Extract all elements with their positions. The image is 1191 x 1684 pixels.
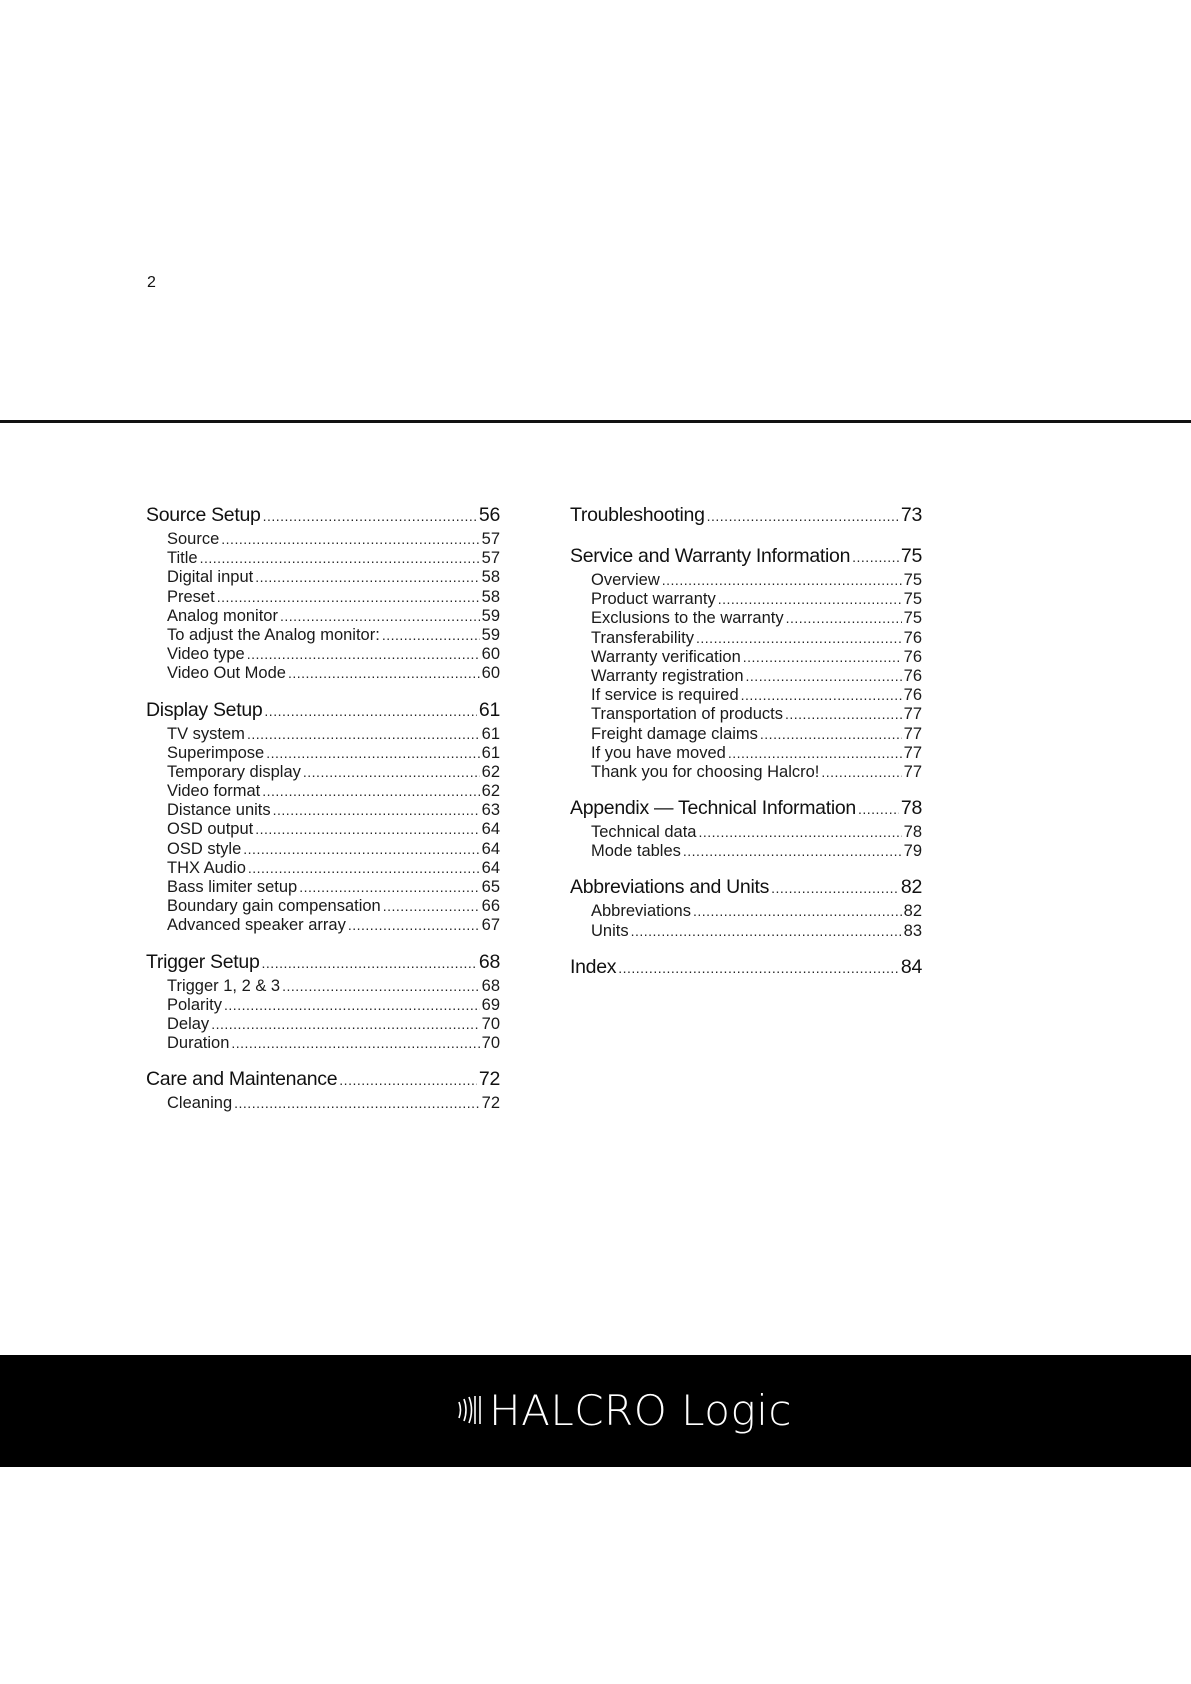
toc-item-page: 76	[903, 628, 922, 647]
toc-item-label: TV system	[167, 724, 245, 743]
toc-item-label: Overview	[591, 571, 660, 589]
toc-item-page: 77	[903, 743, 922, 762]
toc-item-page: 69	[481, 995, 500, 1014]
toc-heading-label: Troubleshooting	[570, 504, 705, 526]
toc-item	[146, 588, 500, 607]
toc-heading-label: Index	[570, 955, 617, 978]
toc-item-page: 75	[903, 590, 922, 609]
toc-item	[146, 549, 500, 568]
toc-item-page: 76	[903, 666, 922, 685]
dot-leader	[263, 501, 477, 531]
dot-leader	[382, 626, 480, 645]
dot-leader	[264, 696, 476, 726]
dot-leader	[852, 542, 899, 572]
toc-item-label: Mode tables	[591, 842, 681, 861]
toc-item	[146, 626, 500, 645]
toc-item	[146, 530, 500, 549]
dot-leader	[280, 607, 480, 626]
toc-item	[146, 1034, 500, 1053]
toc-item	[146, 916, 500, 935]
toc-item-label: Delay	[167, 1014, 210, 1033]
toc-item	[146, 840, 500, 859]
toc-item	[146, 1094, 500, 1113]
toc-section	[570, 793, 922, 861]
toc-item-page: 77	[903, 724, 922, 743]
toc-item-label: Analog monitor	[167, 606, 278, 625]
toc-heading-label: Display Setup	[146, 698, 263, 721]
dot-leader	[288, 664, 480, 683]
toc-item-label: Polarity	[167, 995, 223, 1014]
dot-leader	[662, 571, 902, 590]
toc-item-page: 75	[903, 609, 922, 628]
toc-item	[570, 744, 922, 763]
toc-heading-label: Abbreviations and Units	[570, 876, 770, 899]
dot-leader	[741, 686, 902, 705]
toc-item-label: OSD style	[167, 839, 242, 858]
toc-item-page: 76	[903, 647, 922, 666]
dot-leader	[821, 763, 901, 782]
toc-section	[570, 872, 922, 940]
toc-item	[570, 571, 922, 590]
dot-leader	[282, 977, 480, 996]
toc-heading-label: Trigger Setup	[146, 950, 260, 973]
toc-item-label: Title	[167, 549, 198, 568]
toc-item-page: 66	[481, 897, 500, 916]
toc-item-label: Warranty verification	[591, 647, 741, 666]
toc-item-label: Temporary display	[167, 762, 301, 781]
toc-item-page: 60	[481, 645, 500, 664]
dot-leader	[234, 1094, 480, 1113]
toc-item	[146, 801, 500, 820]
toc-heading	[570, 500, 922, 530]
toc-item	[146, 996, 500, 1015]
dot-leader	[699, 823, 902, 842]
toc-heading-page: 84	[900, 955, 922, 978]
toc-item-page: 59	[481, 625, 500, 644]
toc-item-page: 79	[903, 842, 922, 861]
dot-leader	[718, 590, 902, 609]
dot-leader	[618, 953, 899, 983]
dot-leader	[785, 705, 902, 724]
toc-item	[146, 1015, 500, 1034]
toc-item	[570, 629, 922, 648]
toc-item-page: 70	[481, 1014, 500, 1033]
toc-item-page: 59	[481, 606, 500, 625]
toc-heading-page: 72	[478, 1068, 500, 1091]
toc-item-page: 63	[481, 801, 500, 820]
toc-item-page: 61	[481, 724, 500, 743]
toc-item	[570, 842, 922, 861]
toc-heading	[570, 541, 922, 571]
dot-leader	[383, 897, 480, 916]
toc-heading	[570, 872, 922, 902]
toc-heading	[570, 793, 922, 823]
toc-item-page: 67	[481, 916, 500, 935]
toc-item-label: Advanced speaker array	[167, 916, 346, 935]
dot-leader	[273, 801, 480, 820]
toc-item	[146, 763, 500, 782]
dot-leader	[746, 667, 902, 686]
toc-item-page: 64	[481, 839, 500, 858]
toc-heading-label: Source Setup	[146, 504, 261, 526]
dot-leader	[348, 916, 480, 935]
toc-item-label: Abbreviations	[591, 902, 691, 921]
toc-item	[570, 705, 922, 724]
dot-leader	[728, 744, 902, 763]
toc-item-page: 57	[481, 530, 500, 548]
toc-section	[570, 952, 922, 982]
toc-item	[146, 744, 500, 763]
toc-item	[570, 725, 922, 744]
brand-name: HALCRO Logic	[489, 1385, 792, 1435]
dot-leader	[255, 568, 479, 587]
toc-item-label: Source	[167, 530, 220, 548]
toc-section	[146, 695, 500, 936]
dot-leader	[255, 820, 479, 839]
toc-item-label: Video type	[167, 645, 245, 664]
toc-item	[570, 686, 922, 705]
toc-item	[570, 667, 922, 686]
dot-leader	[743, 648, 902, 667]
toc-item	[570, 763, 922, 782]
dot-leader	[760, 725, 902, 744]
toc-item-label: Video format	[167, 782, 261, 801]
toc-item-page: 82	[903, 902, 922, 921]
toc-item-label: Freight damage claims	[591, 724, 758, 743]
toc-item-page: 64	[481, 858, 500, 877]
toc-item-label: Boundary gain compensation	[167, 897, 381, 916]
toc-item-page: 61	[481, 743, 500, 762]
toc-item	[146, 664, 500, 683]
toc-item-page: 58	[481, 587, 500, 606]
toc-item-label: Cleaning	[167, 1094, 233, 1113]
dot-leader	[217, 588, 480, 607]
toc-heading	[146, 500, 500, 530]
toc-column-right	[570, 500, 922, 993]
toc-item-page: 58	[481, 568, 500, 587]
toc-item	[570, 902, 922, 921]
toc-item-label: Technical data	[591, 823, 697, 842]
toc-column-left	[146, 500, 500, 1125]
dot-leader	[693, 902, 902, 921]
toc-heading-page: 61	[478, 698, 500, 721]
toc-item-label: Warranty registration	[591, 666, 744, 685]
toc-item-page: 62	[481, 762, 500, 781]
dot-leader	[248, 859, 480, 878]
brand-logo	[457, 1380, 792, 1440]
toc-item-label: OSD output	[167, 820, 254, 839]
dot-leader	[707, 501, 899, 531]
toc-item-label: If service is required	[591, 686, 739, 705]
toc-item-label: Units	[591, 921, 629, 940]
toc-item-page: 75	[903, 571, 922, 589]
toc-item	[570, 648, 922, 667]
toc-item-page: 64	[481, 820, 500, 839]
toc-heading	[146, 695, 500, 725]
toc-item-page: 65	[481, 878, 500, 896]
toc-section	[146, 1064, 500, 1113]
toc-item-page: 77	[903, 762, 922, 781]
toc-item-label: Distance units	[167, 801, 271, 820]
dot-leader	[299, 878, 479, 897]
toc-section	[570, 541, 922, 782]
toc-item	[146, 897, 500, 916]
toc-heading-page: 82	[900, 876, 922, 899]
toc-item-page: 78	[903, 823, 922, 842]
toc-item	[146, 820, 500, 839]
toc-heading	[146, 1064, 500, 1094]
dot-leader	[224, 996, 480, 1015]
header-rule	[0, 420, 1191, 423]
toc-item-label: Trigger 1, 2 & 3	[167, 976, 281, 995]
toc-item-label: Transportation of products	[591, 705, 783, 724]
dot-leader	[266, 744, 479, 763]
page-number: 2	[147, 274, 156, 291]
toc-heading-label: Appendix — Technical Information	[570, 797, 856, 820]
dot-leader	[696, 629, 902, 648]
toc-heading-page: 73	[900, 504, 922, 526]
toc-item-label: Product warranty	[591, 590, 716, 609]
halcro-waves-icon	[457, 1393, 487, 1427]
toc-item-page: 72	[481, 1094, 500, 1113]
toc-item-label: Superimpose	[167, 743, 265, 762]
dot-leader	[231, 1034, 479, 1053]
toc-item	[146, 607, 500, 626]
toc-item	[146, 878, 500, 897]
toc-item-page: 70	[481, 1034, 500, 1053]
dot-leader	[771, 873, 899, 903]
toc-heading-page: 75	[900, 545, 922, 567]
toc-item	[146, 977, 500, 996]
toc-item-label: To adjust the Analog monitor:	[167, 625, 380, 644]
toc-item-label: Digital input	[167, 568, 254, 587]
toc-heading	[570, 952, 922, 982]
toc-heading-page: 68	[478, 950, 500, 973]
toc-item-page: 60	[481, 664, 500, 683]
toc-item-label: Bass limiter setup	[167, 878, 298, 896]
toc-item	[570, 823, 922, 842]
dot-leader	[631, 922, 902, 941]
dot-leader	[683, 842, 902, 861]
toc-heading-page: 56	[478, 504, 500, 526]
dot-leader	[262, 948, 477, 978]
toc-section	[146, 947, 500, 1054]
toc-item	[146, 725, 500, 744]
toc-item	[570, 590, 922, 609]
toc-item-label: Duration	[167, 1034, 230, 1053]
toc-item-label: If you have moved	[591, 743, 726, 762]
toc-item-label: Transferability	[591, 628, 695, 647]
toc-heading	[146, 947, 500, 977]
toc-item	[146, 782, 500, 801]
toc-item	[146, 645, 500, 664]
dot-leader	[247, 645, 480, 664]
toc-item-label: Video Out Mode	[167, 664, 286, 683]
toc-item-page: 83	[903, 921, 922, 940]
toc-item	[146, 568, 500, 587]
toc-item-page: 57	[481, 549, 500, 568]
dot-leader	[243, 840, 479, 859]
toc-item	[570, 922, 922, 941]
toc-item	[146, 859, 500, 878]
toc-item-label: Thank you for choosing Halcro!	[591, 762, 820, 781]
dot-leader	[262, 782, 479, 801]
toc-item-page: 77	[903, 705, 922, 724]
dot-leader	[303, 763, 480, 782]
toc-item-label: Preset	[167, 587, 215, 606]
toc-heading-page: 78	[900, 797, 922, 820]
toc-item-label: THX Audio	[167, 858, 246, 877]
toc-section	[570, 500, 922, 530]
toc-heading-label: Care and Maintenance	[146, 1068, 338, 1091]
toc-item	[570, 609, 922, 628]
toc-item-page: 62	[481, 782, 500, 801]
toc-section	[146, 500, 500, 684]
dot-leader	[786, 609, 902, 628]
toc-item-label: Exclusions to the warranty	[591, 609, 784, 628]
toc-item-page: 76	[903, 686, 922, 705]
dot-leader	[339, 1065, 477, 1095]
dot-leader	[858, 794, 899, 824]
toc-heading-label: Service and Warranty Information	[570, 545, 851, 567]
dot-leader	[247, 725, 480, 744]
dot-leader	[200, 549, 480, 568]
dot-leader	[221, 530, 479, 549]
toc-item-page: 68	[481, 976, 500, 995]
dot-leader	[211, 1015, 479, 1034]
